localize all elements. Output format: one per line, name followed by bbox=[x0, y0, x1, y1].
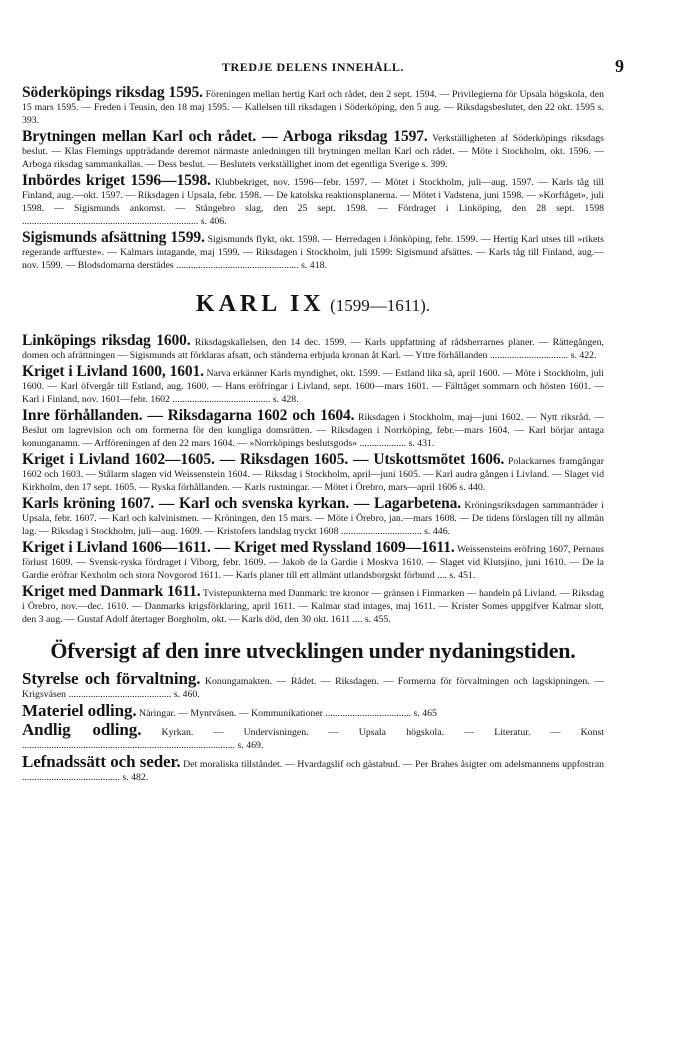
toc-page bbox=[22, 56, 624, 785]
entry-heading: Inre förhållanden. — Riksdagarna 1602 och 1604. bbox=[22, 407, 355, 424]
entry-text: Riksdagskallelsen, den 14 dec. 1599. — Karls uppfattning af rådsherrarnes planer. — Rättegången, domen och afrättningen — Sigismunds att förklaras afsatt, och ständerna erbjuda kronan åt Karl. — Yttre förhållanden ................................ s. 422. bbox=[22, 337, 604, 361]
entry-text: Verkställigheten af Söderköpings riksdags beslut. — Klas Flemings uppträdande deremot närmaste anledningen till brytningen mellan Karl och rådet. — Möte i Stockholm, okt. 1596. — Arboga riksdag sammankallas. — Dess beslut. — Beslutets verkställighet inom det egentliga Sverige s. 399. bbox=[22, 133, 604, 170]
entry-heading: Karls kröning 1607. — Karl och svenska kyrkan. — Lagarbetena. bbox=[22, 495, 462, 512]
entry-text: Weissensteins eröfring 1607, Pernaus förlust 1609. — Svensk-ryska fördraget i Viborg, febr. 1609. — Jakob de la Gardie i Moskva 1610. — Slaget vid Klutsjino, juni 1610. — De la Gardie eröfrar Kexholm och stora Novgorod 1611. — Karls planer till ett allmänt utlandsborgskt förbund .... s. 451. bbox=[22, 544, 604, 581]
toc-entry bbox=[22, 753, 604, 784]
entry-heading: Sigismunds afsättning 1599. bbox=[22, 229, 205, 246]
entry-heading: Inbördes kriget 1596—1598. bbox=[22, 172, 211, 189]
entry-text: Tvistepunkterna med Danmark: tre kronor — gränsen i Finmarken — handeln på Livland. — Riksdag i Örebro, nov.—dec. 1610. — Danmarks krigsförklaring, april 1611. — Kalmar stad intages, maj 1611. — Krister Somes uppgifver Kalmar slott, den 3 aug. — Gustaf Adolf återtager Borgholm, okt. — Karls död, den 30 okt. 1611 .... s. 455. bbox=[22, 588, 605, 625]
section-name: KARL IX bbox=[195, 291, 325, 317]
toc-entry bbox=[22, 172, 604, 228]
page-number: 9 bbox=[615, 56, 624, 76]
toc-entry bbox=[22, 451, 604, 494]
entry-text: Kyrkan. — Undervisningen. — Upsala högskola. — Literatur. — Konst ....................................................................................... s. 469. bbox=[22, 727, 604, 751]
toc-entry bbox=[22, 229, 604, 272]
toc-group-1 bbox=[22, 84, 604, 272]
entry-heading: Kriget i Livland 1600, 1601. bbox=[22, 363, 204, 380]
entry-text: Föreningen mellan hertig Karl och rådet, den 2 sept. 1594. — Privilegierna för Upsala högskola, den 15 mars 1595. — Freden i Teusin, den 18 maj 1595. — Kallelsen till riksdagen i Söderköping, den 5 aug. — Riksdagsbeslutet, den 22 okt. 1595 s. 393. bbox=[22, 89, 604, 126]
entry-heading: Styrelse och förvaltning. bbox=[22, 669, 201, 688]
toc-entry bbox=[22, 84, 604, 127]
entry-heading: Materiel odling. bbox=[22, 701, 137, 720]
toc-entry bbox=[22, 495, 604, 538]
running-title: TREDJE DELENS INNEHÅLL. bbox=[221, 60, 405, 74]
toc-entry bbox=[22, 702, 604, 720]
toc-group-2 bbox=[22, 332, 604, 626]
entry-text: Det moraliska tillståndet. — Hvardagslif och gästabud. — Per Brahes åsigter om adelsmannens uppfostran ........................................ s. 482. bbox=[22, 759, 604, 783]
entry-text: Riksdagen i Stockholm, maj—juni 1602. — Nytt riksråd. — Beslut om lagrevision och om formerna för den kungliga domsrätten. — Riksdagen i Norrköping, febr.—mars 1604. — Karl börjar antaga konunganamn. — Arfföreningen af den 22 mars 1604. — »Norrköpings beslutsgods» ................... s. 431. bbox=[22, 412, 604, 449]
entry-heading: Kriget i Livland 1606—1611. — Kriget med Ryssland 1609—1611. bbox=[22, 539, 455, 556]
toc-group-3 bbox=[22, 670, 604, 784]
toc-entry bbox=[22, 539, 604, 582]
section-heading-karl bbox=[22, 290, 604, 320]
entry-text: Sigismunds flykt, okt. 1598. — Herredagen i Jönköping, febr. 1599. — Hertig Karl utses till »rikets regerande arffurste». — Kalmars intagande, maj 1599. — Riksdagen i Stockholm, juli 1599: Sigismund afsättes. — Karls tåg till Finland, aug.—nov. 1599. — Blodsdomarna derstädes .................................................. s. 418. bbox=[22, 234, 604, 271]
page-header bbox=[22, 56, 624, 84]
overview-heading: Öfversigt af den inre utvecklingen under nydaningstiden. bbox=[50, 638, 576, 663]
entry-heading: Brytningen mellan Karl och rådet. — Arboga riksdag 1597. bbox=[22, 128, 428, 145]
toc-entry bbox=[22, 363, 604, 406]
section-years: (1599—1611). bbox=[330, 296, 431, 315]
entry-text: Klubbekriget, nov. 1596—febr. 1597. — Mötet i Stockholm, juli—aug. 1597. — Karls tåg till Finland, aug.—okt. 1597. — Riksdagen i Upsala, febr. 1598. — De katolska reaktionsplanerna. — Mötet i Vadstena, juni 1598. — »Korftåget», juli 1598. — Sigismunds ankomst. — Stångebro slag, den 25 sept. 1598. — Fördraget i Linköping, den 28 sept. 1598 ........................................................................ s. 406. bbox=[22, 177, 605, 227]
entry-text: Kröningsriksdagen sammanträder i Upsala, febr. 1607. — Karl och kalvinismen. — Kröningen, den 15 mars. — Möte i Örebro, jan.—mars 1608. — De tidens förslagen till ny allmän lag. — Riksdag i Stockholm, juli—aug. 1609. — Kristofers landslag tryckt 1608 ................................. s. 446. bbox=[22, 500, 604, 537]
toc-entry bbox=[22, 128, 604, 171]
entry-heading: Linköpings riksdag 1600. bbox=[22, 332, 191, 349]
entry-text: Polackarnes framgångar 1602 och 1603. — Stålarm slagen vid Weissenstein 1604. — Riksdag i Stockholm, april—juni 1605. — Karl audra gången i Livland. — Slaget vid Kirkholm, den 17 sept. 1605. — Ryska förhållanden. — Karls rustningar. — Mötet i Örebro, mars—april 1606 s. 440. bbox=[22, 456, 604, 493]
toc-entry bbox=[22, 670, 604, 701]
entry-text: Narva erkänner Karls myndighet, okt. 1599. — Estland lika så, april 1600. — Möte i Stockholm, juli 1600. — Karl öfvergår till Estland, aug. 1600. — Hans eröfringar i Livland, sept. 1600—mars 1601. — Fälttåget sommarn och hösten 1601. — Karl i Finland, nov. 1601—febr. 1602 ........................................ s. 428. bbox=[22, 368, 604, 405]
toc-entry bbox=[22, 583, 604, 626]
entry-heading: Söderköpings riksdag 1595. bbox=[22, 84, 203, 101]
entry-heading: Kriget i Livland 1602—1605. — Riksdagen 1605. — Utskottsmötet 1606. bbox=[22, 451, 505, 468]
entry-text: Näringar. — Myntväsen. — Kommunikationer ................................... s. 465 bbox=[136, 708, 437, 719]
toc-entry bbox=[22, 407, 604, 450]
toc-entry bbox=[22, 721, 604, 752]
entry-heading: Andlig odling. bbox=[22, 720, 142, 739]
entry-heading: Lefnadssätt och seder. bbox=[22, 752, 181, 771]
entry-text: Konungamakten. — Rådet. — Riksdagen. — Formerna för förvaltningen och lagskipningen. — Krigsväsen .......................................... s. 460. bbox=[22, 676, 604, 700]
entry-heading: Kriget med Danmark 1611. bbox=[22, 583, 201, 600]
toc-entry bbox=[22, 332, 604, 362]
